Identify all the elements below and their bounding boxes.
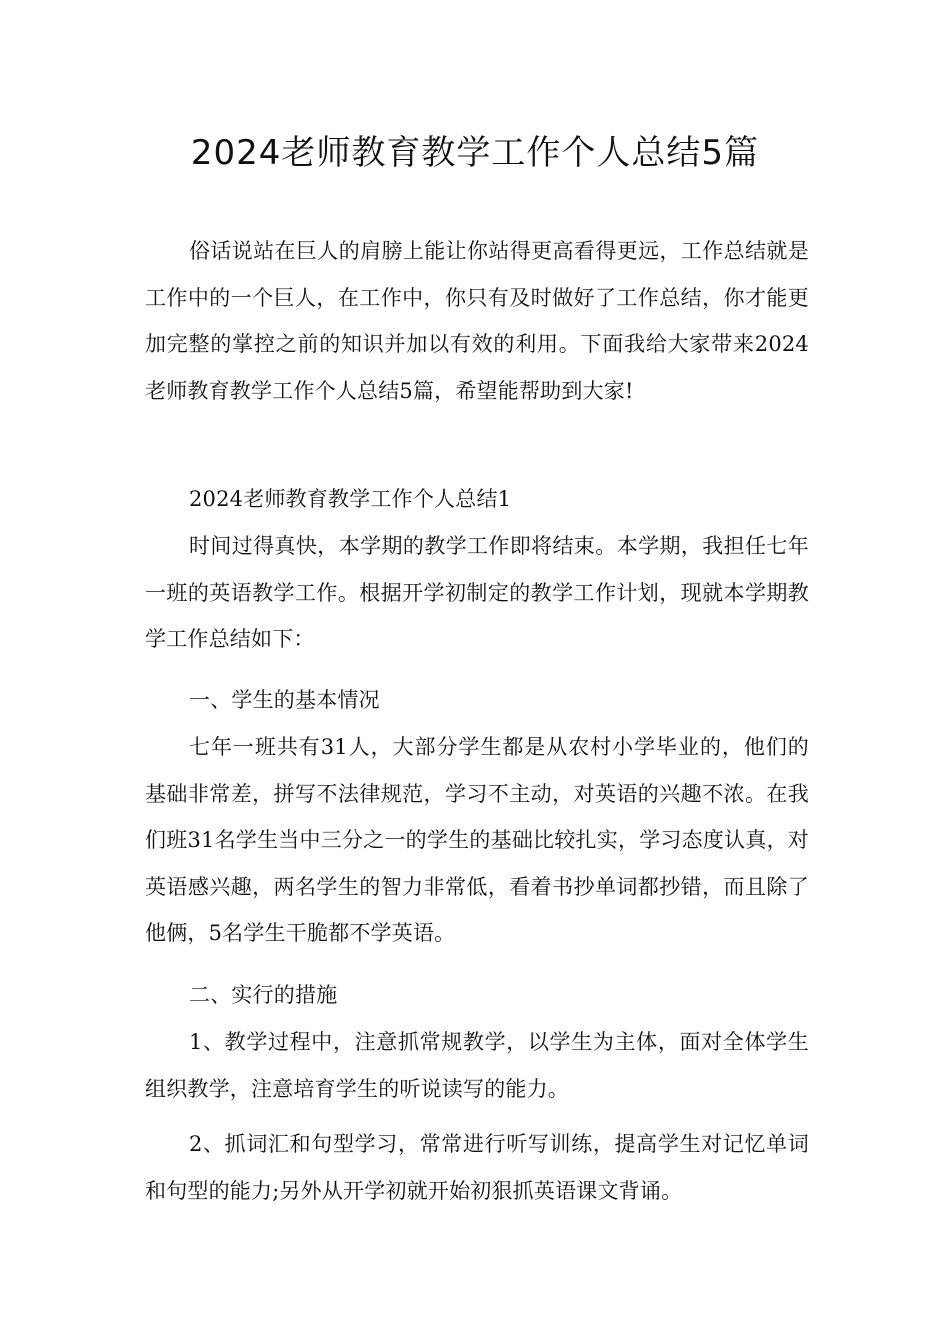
intro-paragraph: 俗话说站在巨人的肩膀上能让你站得更高看得更远，工作总结就是工作中的一个巨人，在工作中，你只有及时做好了工作总结，你才能更加完整的掌控之前的知识并加以有效的利用。下面我给大家带来2024老师教育教学工作个人总结5篇，希望能帮助到大家!	[145, 239, 809, 403]
section-title-1: 2024老师教育教学工作个人总结1	[189, 487, 512, 511]
list-item: 2、抓词汇和句型学习，常常进行听写训练，提高学生对记忆单词和句型的能力;另外从开学初就开始初狠抓英语课文背诵。	[145, 1132, 809, 1203]
subheading-measures: 二、实行的措施	[189, 983, 338, 1007]
body-paragraph: 时间过得真快，本学期的教学工作即将结束。本学期，我担任七年一班的英语教学工作。根据开学初制定的教学工作计划，现就本学期教学工作总结如下：	[145, 534, 809, 651]
document-title: 2024老师教育教学工作个人总结5篇	[190, 133, 760, 173]
list-item: 1、教学过程中，注意抓常规教学，以学生为主体，面对全体学生组织教学，注意培育学生的听说读写的能力。	[145, 1030, 809, 1101]
subheading-student-situation: 一、学生的基本情况	[189, 688, 380, 712]
body-paragraph: 七年一班共有31人，大部分学生都是从农村小学毕业的，他们的基础非常差，拼写不法律规范，学习不主动，对英语的兴趣不浓。在我们班31名学生当中三分之一的学生的基础比较扎实，学习态度认真，对英语感兴趣，两名学生的智力非常低，看着书抄单词都抄错，而且除了他俩，5名学生干脆都不学英语。	[145, 735, 809, 945]
